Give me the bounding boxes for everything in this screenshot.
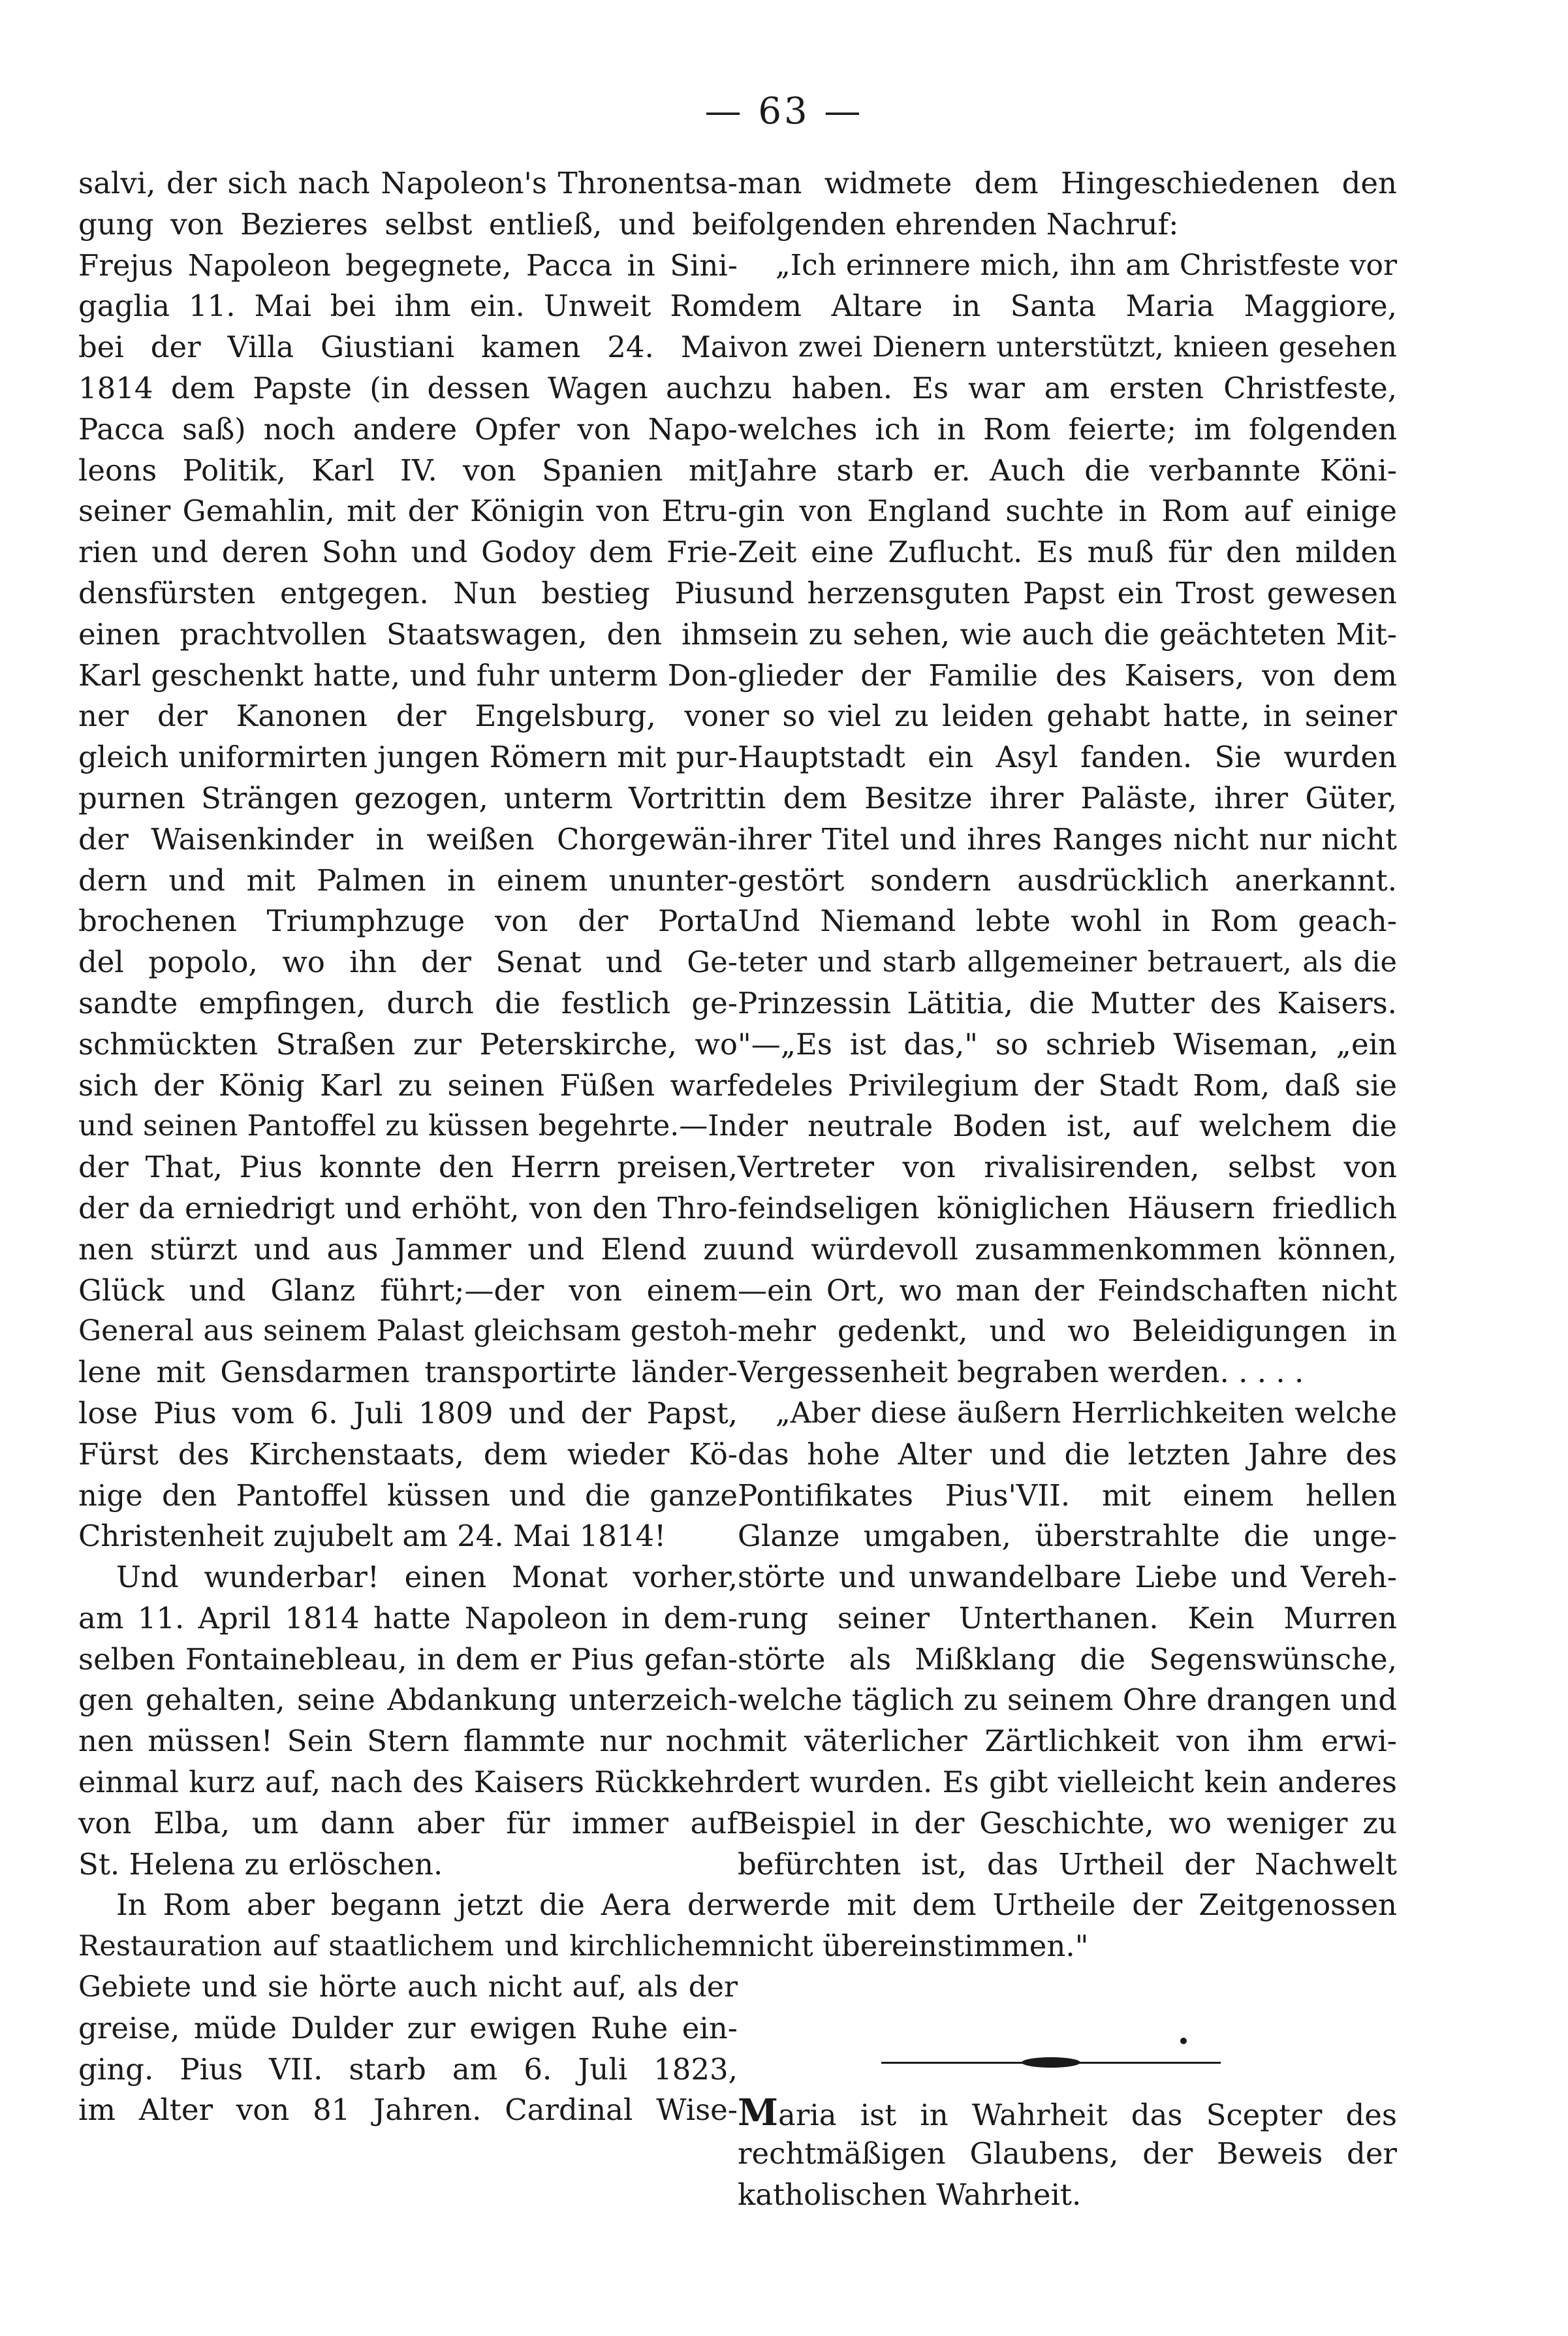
text-line: der neutrale Boden ist, auf welchem die bbox=[738, 1109, 1397, 1144]
page-number: — 63 — bbox=[704, 90, 864, 133]
text-line: Pacca saß) noch andere Opfer von Napo- bbox=[78, 411, 738, 447]
text-line: Frejus Napoleon begegnete, Pacca in Sini- bbox=[78, 247, 738, 283]
text-line: der Waisenkinder in weißen Chorgewän- bbox=[78, 821, 738, 857]
text-line: mehr gedenkt, und wo Beleidigungen in bbox=[738, 1314, 1397, 1349]
text-line: dem Altare in Santa Maria Maggiore, bbox=[738, 289, 1397, 324]
text-line: gin von England suchte in Rom auf einige bbox=[738, 494, 1397, 529]
text-line: Glück und Glanz führt;—der von einem bbox=[78, 1272, 738, 1308]
text-line: brochenen Triumphzuge von der Porta bbox=[78, 904, 738, 939]
text-line: feindseligen königlichen Häusern friedlich bbox=[738, 1190, 1397, 1225]
text-line: seiner Gemahlin, mit der Königin von Etru- bbox=[78, 494, 738, 529]
text-line: gen gehalten, seine Abdankung unterzeich- bbox=[78, 1682, 738, 1718]
text-line: rien und deren Sohn und Godoy dem Frie- bbox=[78, 535, 738, 570]
text-line: störte und unwandelbare Liebe und Vereh- bbox=[738, 1560, 1397, 1595]
text-line: von zwei Dienern unterstützt, knieen gesehen bbox=[738, 331, 1397, 364]
text-line: Fürst des Kirchenstaats, dem wieder Kö- bbox=[78, 1436, 738, 1472]
text-line: welche täglich zu seinem Ohre drangen und bbox=[738, 1682, 1397, 1718]
text-line: selben Fontainebleau, in dem er Pius gefan- bbox=[78, 1641, 738, 1677]
text-line: teter und starb allgemeiner betrauert, als die bbox=[738, 946, 1397, 979]
text-line: werde mit dem Urtheile der Zeitgenossen bbox=[738, 1887, 1397, 1923]
text-line: Vertreter von rivalisirenden, selbst von bbox=[738, 1150, 1397, 1185]
text-line: sich der König Karl zu seinen Füßen warf bbox=[78, 1067, 738, 1103]
text-line: der That, Pius konnte den Herrn preisen, bbox=[78, 1150, 738, 1185]
text-line: „Ich erinnere mich, ihn am Christfeste vor bbox=[776, 248, 1397, 282]
text-line: dert wurden. Es gibt vielleicht kein anderes bbox=[738, 1765, 1397, 1800]
text-line: gleich uniformirten jungen Römern mit pur- bbox=[78, 740, 738, 775]
text-line: del popolo, wo ihn der Senat und Ge- bbox=[78, 945, 738, 980]
text-line: Vergessenheit begraben werden. . . . . bbox=[738, 1355, 1304, 1390]
text-line bbox=[738, 2092, 1397, 2134]
text-line: bei der Villa Giustiani kamen 24. Mai bbox=[78, 330, 738, 365]
text-line: Und Niemand lebte wohl in Rom geach- bbox=[738, 904, 1397, 939]
text-line: und herzensguten Papst ein Trost gewesen bbox=[738, 575, 1397, 610]
text-line: rung seiner Unterthanen. Kein Murren bbox=[738, 1600, 1397, 1635]
text-line: salvi, der sich nach Napoleon's Thronentsa- bbox=[78, 166, 738, 200]
text-line: purnen Strängen gezogen, unterm Vortritt bbox=[78, 780, 738, 815]
text-line: St. Helena zu erlöschen. bbox=[78, 1846, 443, 1882]
text-line: densfürsten entgegen. Nun bestieg Pius bbox=[78, 575, 738, 610]
text-line: folgenden ehrenden Nachruf: bbox=[738, 206, 1179, 242]
text-line: —ein Ort, wo man der Feindschaften nicht bbox=[738, 1272, 1397, 1308]
text-line: sandte empfingen, durch die festlich ge- bbox=[78, 985, 738, 1020]
text-line: sein zu sehen, wie auch die geächteten Mit- bbox=[738, 616, 1397, 652]
text-line: greise, müde Dulder zur ewigen Ruhe ein- bbox=[78, 2010, 738, 2045]
section-divider bbox=[881, 2057, 1221, 2070]
text-line: und würdevoll zusammenkommen können, bbox=[738, 1231, 1397, 1267]
text-line: und seinen Pantoffel zu küssen begehrte.—In bbox=[78, 1109, 738, 1143]
text-line: ner der Kanonen der Engelsburg, von bbox=[78, 699, 738, 734]
text-line: in dem Besitze ihrer Paläste, ihrer Güter, bbox=[738, 780, 1397, 815]
text-line: Zeit eine Zuflucht. Es muß für den milden bbox=[738, 535, 1397, 570]
text-line: „Aber diese äußern Herrlichkeiten welche bbox=[776, 1396, 1397, 1430]
text-line: welches ich in Rom feierte; im folgenden bbox=[738, 411, 1397, 447]
text-line: katholischen Wahrheit. bbox=[738, 2177, 1082, 2212]
text-line: nige den Pantoffel küssen und die ganze bbox=[78, 1477, 738, 1513]
text-line: Hauptstadt ein Asyl fanden. Sie wurden bbox=[738, 740, 1397, 775]
left-text-column bbox=[78, 163, 738, 2131]
text-line: Restauration auf staatlichem und kirchlichem bbox=[78, 1930, 738, 1963]
text-line: 1814 dem Papste (in dessen Wagen auch bbox=[78, 370, 738, 405]
text-line: lene mit Gensdarmen transportirte länder- bbox=[78, 1355, 738, 1390]
text-line: von Elba, um dann aber für immer auf bbox=[78, 1805, 738, 1840]
text-line: schmückten Straßen zur Peterskirche, wo bbox=[78, 1026, 738, 1062]
text-line: rechtmäßigen Glaubens, der Beweis der bbox=[738, 2136, 1397, 2171]
text-line: edeles Privilegium der Stadt Rom, daß sie bbox=[738, 1067, 1397, 1103]
text-line: Gebiete und sie hörte auch nicht auf, als der bbox=[78, 1970, 738, 2004]
text-line: In Rom aber begann jetzt die Aera der bbox=[116, 1887, 738, 1923]
text-line: einmal kurz auf, nach des Kaisers Rückkehr bbox=[78, 1765, 738, 1800]
text-line: gaglia 11. Mai bei ihm ein. Unweit Rom bbox=[78, 289, 738, 324]
text-line: gestört sondern ausdrücklich anerkannt. bbox=[738, 862, 1397, 898]
text-line: er so viel zu leiden gehabt hatte, in seiner bbox=[738, 699, 1397, 734]
divider-ornament bbox=[1022, 2057, 1080, 2068]
text-line: Und wunderbar! einen Monat vorher, bbox=[116, 1560, 738, 1595]
text-line: Karl geschenkt hatte, und fuhr unterm Don- bbox=[78, 657, 738, 693]
text-line: ihrer Titel und ihres Ranges nicht nur nicht bbox=[738, 821, 1397, 857]
print-speck bbox=[1180, 2038, 1187, 2044]
text-line: gung von Bezieres selbst entließ, und bei bbox=[78, 206, 738, 242]
text-line: "—„Es ist das," so schrieb Wiseman, „ein bbox=[738, 1026, 1397, 1062]
text-line: leons Politik, Karl IV. von Spanien mit bbox=[78, 452, 738, 488]
text-line-rest: aria ist in Wahrheit das Scepter des bbox=[778, 2098, 1397, 2132]
text-line: dern und mit Palmen in einem ununter- bbox=[78, 862, 738, 898]
closing-paragraph bbox=[738, 2092, 1397, 2215]
text-line: glieder der Familie des Kaisers, von dem bbox=[738, 657, 1397, 693]
text-line: Jahre starb er. Auch die verbannte Köni- bbox=[738, 452, 1397, 488]
text-line: zu haben. Es war am ersten Christfeste, bbox=[738, 370, 1397, 405]
text-line: General aus seinem Palast gleichsam gestoh- bbox=[78, 1314, 738, 1348]
text-line: man widmete dem Hingeschiedenen den bbox=[738, 166, 1397, 200]
text-line: einen prachtvollen Staatswagen, den ihm bbox=[78, 616, 738, 652]
right-text-column bbox=[738, 163, 1397, 1967]
text-line: lose Pius vom 6. Juli 1809 und der Papst, bbox=[78, 1395, 738, 1430]
text-line: nen stürzt und aus Jammer und Elend zu bbox=[78, 1231, 738, 1267]
text-line: nicht übereinstimmen." bbox=[738, 1929, 1089, 1964]
text-line: Christenheit zujubelt am 24. Mai 1814! bbox=[78, 1519, 666, 1554]
text-line: Beispiel in der Geschichte, wo weniger zu bbox=[738, 1805, 1397, 1840]
text-line: das hohe Alter und die letzten Jahre des bbox=[738, 1436, 1397, 1472]
drop-capital: M bbox=[738, 2091, 778, 2134]
text-line: Glanze umgaben, überstrahlte die unge- bbox=[738, 1519, 1397, 1554]
text-line: der da erniedrigt und erhöht, von den Thro- bbox=[78, 1190, 738, 1225]
text-line: mit väterlicher Zärtlichkeit von ihm erwi- bbox=[738, 1724, 1397, 1759]
text-line: nen müssen! Sein Stern flammte nur noch bbox=[78, 1724, 738, 1759]
text-line: störte als Mißklang die Segenswünsche, bbox=[738, 1641, 1397, 1677]
text-line: befürchten ist, das Urtheil der Nachwelt bbox=[738, 1846, 1397, 1882]
text-line: Prinzessin Lätitia, die Mutter des Kaisers. bbox=[738, 985, 1397, 1020]
text-line: am 11. April 1814 hatte Napoleon in dem- bbox=[78, 1600, 738, 1635]
text-line: im Alter von 81 Jahren. Cardinal Wise- bbox=[78, 2092, 738, 2128]
text-line: ging. Pius VII. starb am 6. Juli 1823, bbox=[78, 2051, 738, 2087]
text-line: Pontifikates Pius'VII. mit einem hellen bbox=[738, 1477, 1397, 1513]
